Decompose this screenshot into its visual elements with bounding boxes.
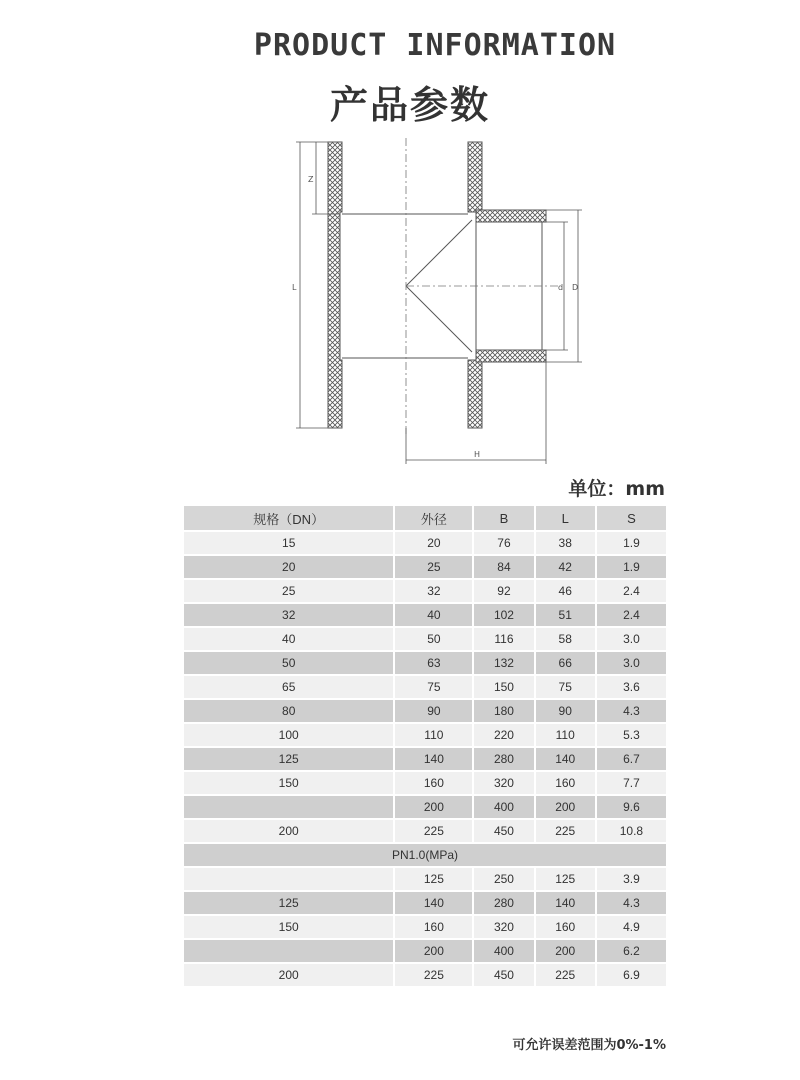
table-cell: 40 — [395, 604, 472, 626]
table-cell: 92 — [474, 580, 533, 602]
right-upper-wall — [468, 142, 482, 212]
table-row — [184, 964, 666, 986]
table-row — [184, 676, 666, 698]
table-cell — [184, 940, 393, 962]
table-cell: 200 — [184, 820, 393, 842]
table-cell: 80 — [184, 700, 393, 722]
header-outer-diameter: 外径 — [395, 506, 472, 530]
table-row — [184, 556, 666, 578]
table-cell: 4.3 — [597, 892, 666, 914]
header-s: S — [597, 506, 666, 530]
title-english: PRODUCT INFORMATION — [253, 28, 617, 63]
table-row — [184, 748, 666, 770]
table-cell: 32 — [395, 580, 472, 602]
table-cell: 110 — [536, 724, 595, 746]
table-cell: 150 — [474, 676, 533, 698]
table-cell: 320 — [474, 772, 533, 794]
table-cell: 2.4 — [597, 604, 666, 626]
table-cell: 20 — [184, 556, 393, 578]
table-cell: 10.8 — [597, 820, 666, 842]
table-cell: 116 — [474, 628, 533, 650]
table-cell: 65 — [184, 676, 393, 698]
table-cell: 90 — [536, 700, 595, 722]
table-cell: 25 — [395, 556, 472, 578]
table-cell: 200 — [536, 940, 595, 962]
table-cell: 3.9 — [597, 868, 666, 890]
table-cell: 3.6 — [597, 676, 666, 698]
table-cell: 160 — [395, 772, 472, 794]
tee-fitting-diagram — [280, 130, 600, 470]
table-cell: 6.9 — [597, 964, 666, 986]
branch-top-wall — [476, 210, 546, 222]
dim-label-d: d — [558, 283, 564, 292]
table-cell: 7.7 — [597, 772, 666, 794]
table-cell: 32 — [184, 604, 393, 626]
table-cell: 140 — [395, 748, 472, 770]
table-cell: 250 — [474, 868, 533, 890]
table-cell: 5.3 — [597, 724, 666, 746]
section-row — [184, 844, 666, 866]
table-cell: 66 — [536, 652, 595, 674]
table-cell: 125 — [184, 892, 393, 914]
table-cell: 84 — [474, 556, 533, 578]
table-cell: 4.9 — [597, 916, 666, 938]
table-row — [184, 604, 666, 626]
table-cell: 102 — [474, 604, 533, 626]
table-cell — [184, 796, 393, 818]
table-cell: 180 — [474, 700, 533, 722]
table-cell: 280 — [474, 748, 533, 770]
section-label: PN1.0(MPa) — [184, 844, 666, 866]
table-cell: 160 — [536, 916, 595, 938]
table-row — [184, 580, 666, 602]
table-cell: 58 — [536, 628, 595, 650]
header-b: B — [474, 506, 533, 530]
table-cell: 225 — [536, 964, 595, 986]
title-chinese: 产品参数 — [329, 83, 490, 127]
table-cell: 3.0 — [597, 652, 666, 674]
table-cell: 15 — [184, 532, 393, 554]
table-row — [184, 652, 666, 674]
table-row — [184, 796, 666, 818]
dim-label-h: H — [474, 450, 481, 459]
table-cell: 125 — [395, 868, 472, 890]
table-cell: 140 — [536, 748, 595, 770]
table-cell: 63 — [395, 652, 472, 674]
table-cell: 225 — [395, 964, 472, 986]
table-row — [184, 820, 666, 842]
table-cell: 225 — [536, 820, 595, 842]
table-cell: 320 — [474, 916, 533, 938]
table-cell: 450 — [474, 820, 533, 842]
table-cell: 25 — [184, 580, 393, 602]
table-body-a — [184, 532, 666, 842]
dim-label-l: L — [292, 283, 297, 292]
table-cell: 38 — [536, 532, 595, 554]
table-cell: 40 — [184, 628, 393, 650]
table-cell: 400 — [474, 940, 533, 962]
dim-label-big-d: D — [572, 283, 579, 292]
table-cell: 75 — [536, 676, 595, 698]
table-row — [184, 628, 666, 650]
table-header-row — [184, 506, 666, 530]
table-cell: 132 — [474, 652, 533, 674]
table-cell: 200 — [536, 796, 595, 818]
table-row — [184, 916, 666, 938]
table-row — [184, 892, 666, 914]
table-row — [184, 868, 666, 890]
table-cell: 225 — [395, 820, 472, 842]
table-cell — [184, 868, 393, 890]
right-lower-wall — [468, 360, 482, 428]
table-cell: 9.6 — [597, 796, 666, 818]
table-row — [184, 532, 666, 554]
table-cell: 100 — [184, 724, 393, 746]
table-cell: 280 — [474, 892, 533, 914]
table-cell: 200 — [395, 940, 472, 962]
table-cell: 140 — [536, 892, 595, 914]
table-cell: 6.2 — [597, 940, 666, 962]
table-cell: 50 — [395, 628, 472, 650]
header-l: L — [536, 506, 595, 530]
dim-label-z: Z — [308, 175, 314, 184]
table-cell: 1.9 — [597, 556, 666, 578]
table-row — [184, 700, 666, 722]
table-cell: 6.7 — [597, 748, 666, 770]
spec-table — [182, 504, 668, 988]
table-cell: 1.9 — [597, 532, 666, 554]
table-cell: 4.3 — [597, 700, 666, 722]
tolerance-note: 可允许误差范围为0%-1% — [512, 1038, 666, 1053]
table-cell: 20 — [395, 532, 472, 554]
table-row — [184, 940, 666, 962]
table-cell: 2.4 — [597, 580, 666, 602]
table-cell: 76 — [474, 532, 533, 554]
table-cell: 220 — [474, 724, 533, 746]
table-body-b — [184, 868, 666, 986]
table-cell: 150 — [184, 772, 393, 794]
table-cell: 51 — [536, 604, 595, 626]
table-cell: 140 — [395, 892, 472, 914]
table-cell: 110 — [395, 724, 472, 746]
table-cell: 200 — [395, 796, 472, 818]
unit-label: 单位：mm — [568, 478, 665, 500]
header-dn: 规格（DN） — [184, 506, 393, 530]
table-cell: 125 — [536, 868, 595, 890]
left-wall — [328, 142, 342, 428]
branch-bottom-wall — [476, 350, 546, 362]
table-cell: 450 — [474, 964, 533, 986]
table-cell: 400 — [474, 796, 533, 818]
table-cell: 50 — [184, 652, 393, 674]
table-cell: 75 — [395, 676, 472, 698]
table-cell: 160 — [395, 916, 472, 938]
table-row — [184, 724, 666, 746]
table-row — [184, 772, 666, 794]
table-cell: 160 — [536, 772, 595, 794]
table-cell: 3.0 — [597, 628, 666, 650]
table-cell: 150 — [184, 916, 393, 938]
table-section — [184, 844, 666, 866]
table-cell: 42 — [536, 556, 595, 578]
table-cell: 46 — [536, 580, 595, 602]
table-cell: 200 — [184, 964, 393, 986]
table-cell: 90 — [395, 700, 472, 722]
table-cell: 125 — [184, 748, 393, 770]
